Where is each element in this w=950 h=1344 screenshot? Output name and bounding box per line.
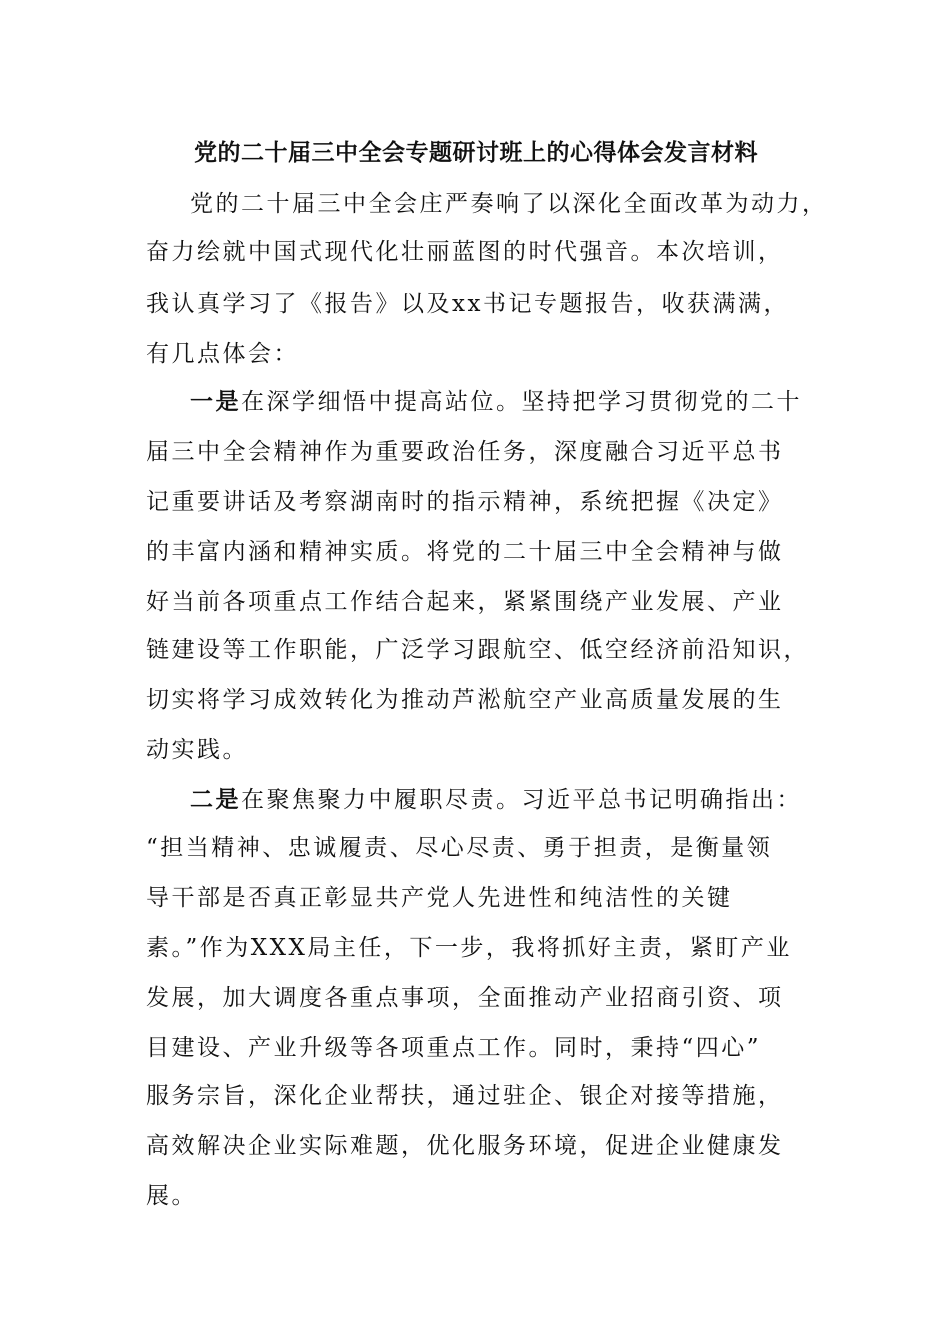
point1-line-7: 切实将学习成效转化为推动芦淞航空产业高质量发展的生 <box>146 687 784 713</box>
point2-first-line <box>190 784 802 816</box>
point1-lead: 一是 <box>190 388 241 415</box>
point2-line-3: 导干部是否真正彰显共产党人先进性和纯洁性的关键 <box>146 885 733 911</box>
intro-line-3: 我认真学习了《报告》以及xx书记专题报告，收获满满， <box>146 291 789 317</box>
point2-lead: 二是 <box>190 786 241 813</box>
point1-line-5: 好当前各项重点工作结合起来，紧紧围绕产业发展、产业 <box>146 589 784 615</box>
point1-line-8: 动实践。 <box>146 737 248 763</box>
intro-line-1: 党的二十届三中全会庄严奏响了以深化全面改革为动力， <box>190 191 828 217</box>
intro-line-4: 有几点体会： <box>146 341 299 367</box>
point1-first-line <box>190 386 802 418</box>
point2-line-8: 高效解决企业实际难题，优化服务环境，促进企业健康发 <box>146 1133 784 1159</box>
intro-line-2: 奋力绘就中国式现代化壮丽蓝图的时代强音。本次培训， <box>146 239 784 265</box>
point1-line-3: 记重要讲话及考察湖南时的指示精神，系统把握《决定》 <box>146 489 784 515</box>
point2-line-6: 目建设、产业升级等各项重点工作。同时，秉持“四心” <box>146 1035 762 1061</box>
point2-first-line-text: 在聚焦聚力中履职尽责。习近平总书记明确指出： <box>241 787 802 813</box>
point1-line-6: 链建设等工作职能，广泛学习跟航空、低空经济前沿知识， <box>146 637 809 663</box>
point1-line-4: 的丰富内涵和精神实质。将党的二十届三中全会精神与做 <box>146 539 784 565</box>
point2-line-7: 服务宗旨，深化企业帮扶，通过驻企、银企对接等措施， <box>146 1083 784 1109</box>
point1-line-2: 届三中全会精神作为重要政治任务，深度融合习近平总书 <box>146 439 784 465</box>
point2-line-2: “担当精神、忠诚履责、尽心尽责、勇于担责，是衡量领 <box>146 835 773 861</box>
document-title: 党的二十届三中全会专题研讨班上的心得体会发言材料 <box>194 139 758 166</box>
point1-first-line-text: 在深学细悟中提高站位。坚持把学习贯彻党的二十 <box>241 389 802 415</box>
point2-line-5: 发展，加大调度各重点事项，全面推动产业招商引资、项 <box>146 985 784 1011</box>
point2-line-9: 展。 <box>146 1183 197 1209</box>
point2-line-4: 素。”作为XXX局主任，下一步，我将抓好主责，紧盯产业 <box>146 935 792 961</box>
